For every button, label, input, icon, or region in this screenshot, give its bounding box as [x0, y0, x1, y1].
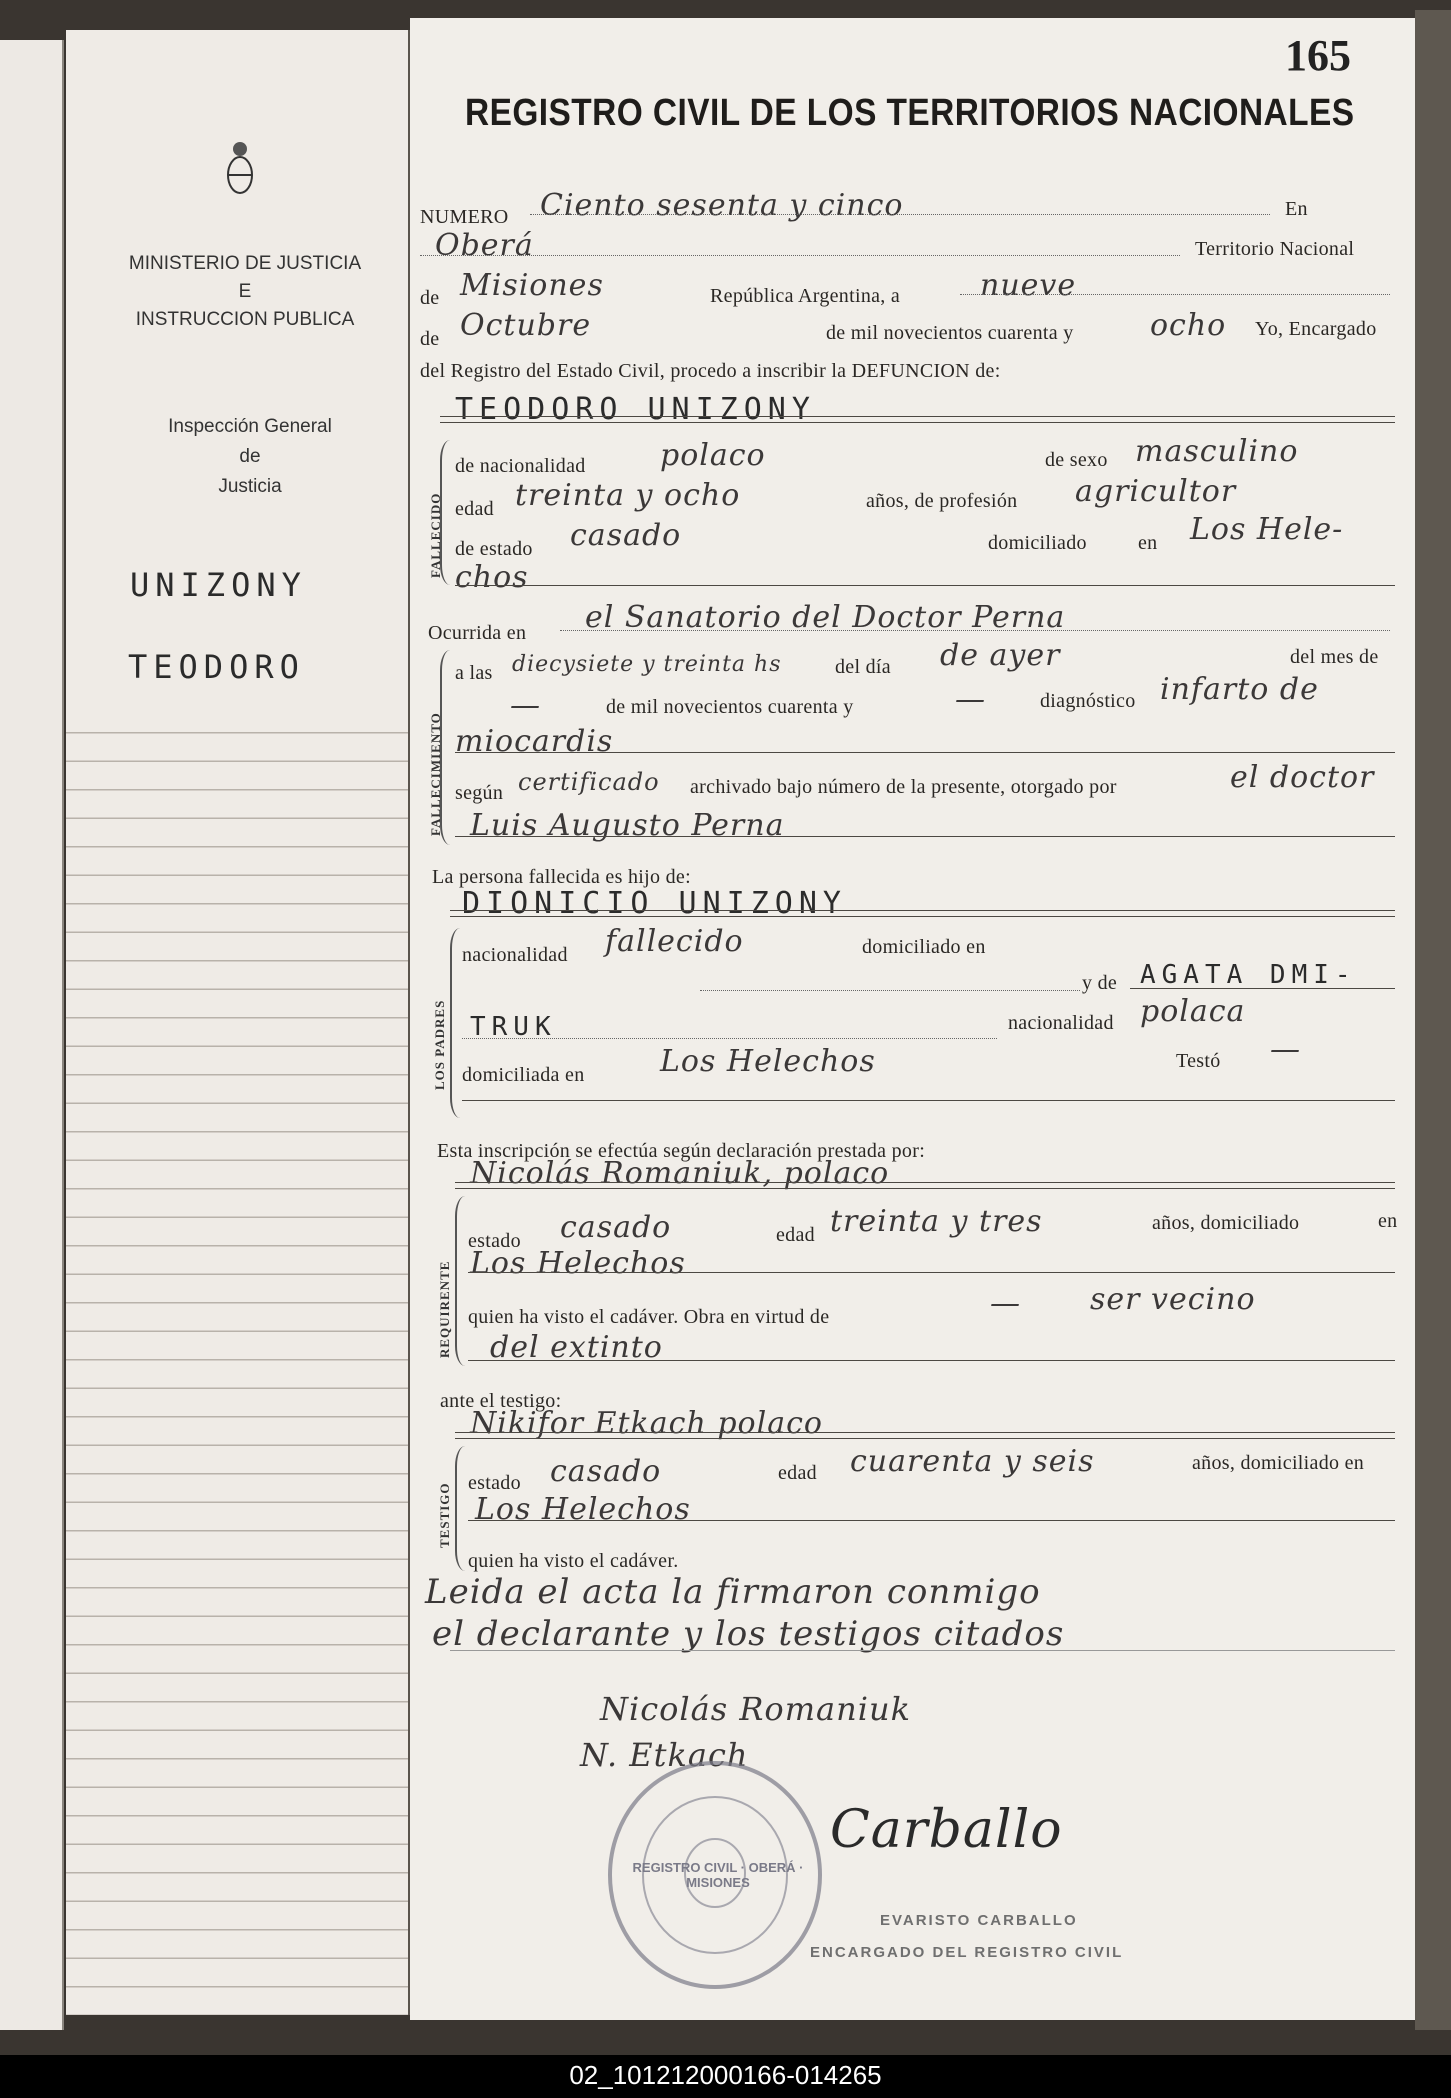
signature-testigo: N. Etkach [580, 1736, 749, 1774]
line [455, 1188, 1395, 1189]
right-page-edge [1415, 10, 1451, 2030]
label-ocurrida: Ocurrida en [428, 622, 527, 644]
hw-requirente: Nicolás Romaniuk, polaco [470, 1156, 890, 1191]
registry-title: REGISTRO CIVIL DE LOS TERRITORIOS NACIONALES [465, 92, 1355, 134]
hw-ocurrida: el Sanatorio del Doctor Perna [585, 600, 1066, 635]
label-domiciliada-en: domiciliada en [462, 1064, 585, 1086]
line [450, 910, 1395, 911]
label-nacionalidad-2: nacionalidad [462, 944, 568, 966]
hw-estado: casado [570, 518, 682, 553]
label-de: de [420, 287, 440, 309]
hw-certificado: certificado [518, 768, 660, 796]
label-nacionalidad-3: nacionalidad [1008, 1012, 1114, 1034]
label-a-las: a las [455, 662, 493, 684]
hw-diagnostico-2: miocardis [455, 724, 614, 759]
encargado-title: ENCARGADO DEL REGISTRO CIVIL [810, 1944, 1124, 1961]
label-edad-req: edad [776, 1224, 815, 1246]
hw-mes-dash: — [510, 688, 541, 723]
hw-provincia: Misiones [460, 268, 604, 303]
hw-test-estado: casado [550, 1454, 662, 1489]
side-label-padres: LOS PADRES [432, 999, 447, 1090]
coat-of-arms-icon [220, 135, 260, 205]
hw-cierre-1: Leida el acta la firmaron conmigo [425, 1572, 1041, 1612]
line [455, 585, 1395, 586]
label-segun: según [455, 782, 504, 804]
side-label-requirente: REQUIRENTE [437, 1260, 452, 1358]
line [455, 1438, 1395, 1439]
hw-mes: Octubre [460, 308, 592, 343]
label-en: En [1285, 198, 1308, 220]
hw-ano: ocho [1150, 308, 1227, 343]
line [440, 416, 1395, 417]
line [420, 255, 1180, 256]
hw-edad: treinta y ocho [515, 478, 741, 513]
hw-otorgado-1: el doctor [1230, 760, 1375, 795]
hw-req-edad: treinta y tres [830, 1204, 1043, 1239]
label-y-de: y de [1082, 972, 1118, 994]
hw-test-dom: Los Helechos [475, 1492, 691, 1527]
label-anos-dom-test: años, domiciliado en [1192, 1452, 1365, 1474]
label-archivado: archivado bajo número de la presente, otorgado por [690, 776, 1117, 798]
label-yo-encargado: Yo, Encargado [1255, 318, 1377, 340]
label-estado-test: estado [468, 1472, 521, 1494]
left-page-edge [0, 40, 64, 2030]
label-de-2: de [420, 328, 440, 350]
signature-encargado: Carballo [830, 1800, 1063, 1860]
label-quien-visto-2: quien ha visto el cadáver. [468, 1550, 679, 1572]
ministry-label: MINISTERIO DE JUSTICIA E INSTRUCCION PUBLICA [128, 253, 362, 330]
hw-domicilio-1: Los Hele- [1190, 512, 1344, 547]
label-numero: NUMERO [420, 206, 509, 228]
label-territorio: Territorio Nacional [1195, 238, 1355, 260]
line [462, 1038, 997, 1039]
line [530, 214, 1270, 215]
label-republica: República Argentina, a [710, 285, 901, 307]
label-domiciliado-en: domiciliado en [862, 936, 986, 958]
brace [450, 928, 462, 1118]
line [455, 1182, 1395, 1183]
label-en-req: en [1378, 1210, 1398, 1232]
signature-declarante: Nicolás Romaniuk [600, 1690, 911, 1728]
line [455, 1432, 1395, 1433]
image-identifier: 02_101212000166-014265 [569, 2060, 882, 2090]
label-registro: del Registro del Estado Civil, procedo a inscribir la DEFUNCION de: [420, 360, 1001, 382]
label-estado: de estado [455, 538, 533, 560]
hw-req-estado: casado [560, 1210, 672, 1245]
line [700, 990, 1080, 991]
hw-req-virtud-1: — [990, 1286, 1021, 1321]
hw-dia: nueve [980, 268, 1077, 303]
inspection-label: Inspección General de Justicia [168, 416, 332, 497]
line [455, 752, 1395, 753]
side-label-fallecimiento: FALLECIMIENTO [428, 712, 443, 836]
hw-madre-dom: Los Helechos [660, 1044, 876, 1079]
label-quien-visto: quien ha visto el cadáver. Obra en virtud de [468, 1306, 830, 1328]
label-domiciliado: domiciliado [988, 532, 1087, 554]
page-number: 165 [1285, 31, 1351, 80]
label-testo: Testó [1176, 1050, 1221, 1072]
hw-domicilio-2: chos [455, 560, 529, 595]
brace [455, 1196, 467, 1366]
hw-diagnostico-1: infarto de [1160, 672, 1319, 707]
hw-profesion: agricultor [1075, 474, 1237, 509]
encargado-name: EVARISTO CARBALLO [880, 1912, 1078, 1929]
label-de-mil-2: de mil novecientos cuarenta y [606, 696, 854, 718]
hw-ano-dash: — [955, 682, 986, 717]
line [468, 1360, 1395, 1361]
hw-padre-nac: fallecido [605, 924, 744, 959]
hw-cierre-2: el declarante y los testigos citados [432, 1614, 1065, 1654]
label-edad: edad [455, 498, 494, 520]
brace [455, 1446, 467, 1571]
label-del-mes: del mes de [1290, 646, 1379, 668]
line [960, 294, 1390, 295]
margin-given-name: TEODORO [128, 648, 305, 686]
hw-otorgado-2: Luis Augusto Perna [470, 808, 785, 843]
hw-req-dom: Los Helechos [470, 1246, 686, 1281]
stamp-text: REGISTRO CIVIL · OBERÁ · MISIONES [632, 1860, 804, 1890]
hw-lugar: Oberá [435, 228, 534, 263]
hw-padre: DIONICIO UNIZONY [462, 886, 847, 921]
hw-nombre-fallecido: TEODORO UNIZONY [455, 392, 816, 427]
line [468, 1520, 1395, 1521]
line [1130, 988, 1395, 989]
label-sexo: de sexo [1045, 449, 1108, 471]
label-edad-test: edad [778, 1462, 817, 1484]
line [560, 630, 1390, 631]
label-de-mil: de mil novecientos cuarenta y [826, 322, 1074, 344]
hw-madre-1: AGATA DMI- [1140, 960, 1357, 990]
line [455, 836, 1395, 837]
hw-madre-nac: polaca [1140, 994, 1246, 1029]
hw-numero: Ciento sesenta y cinco [540, 188, 904, 223]
label-en-lower: en [1138, 532, 1158, 554]
label-estado-req: estado [468, 1230, 521, 1252]
label-del-dia: del día [835, 656, 891, 678]
hw-sexo: masculino [1135, 434, 1299, 469]
label-anos-dom-req: años, domiciliado [1152, 1212, 1300, 1234]
hw-testigo: Nikifor Etkach polaco [470, 1406, 823, 1441]
label-nacionalidad: de nacionalidad [455, 455, 586, 477]
hw-hora: diecysiete y treinta hs [512, 652, 782, 677]
hw-testo-dash: — [1270, 1032, 1301, 1067]
line [450, 916, 1395, 917]
hw-test-edad: cuarenta y seis [850, 1444, 1095, 1479]
label-ante-testigo: ante el testigo: [440, 1390, 562, 1412]
line [450, 1650, 1395, 1651]
hw-req-virtud-1b: ser vecino [1090, 1282, 1256, 1317]
label-profesion: años, de profesión [866, 490, 1018, 512]
margin-surname: UNIZONY [130, 566, 307, 604]
line [468, 1272, 1395, 1273]
hw-dia-fall: de ayer [940, 638, 1061, 673]
label-hijo-de: La persona fallecida es hijo de: [432, 866, 691, 888]
label-diagnostico: diagnóstico [1040, 690, 1136, 712]
label-inscripcion: Esta inscripción se efectúa según declaración prestada por: [437, 1140, 926, 1162]
line [440, 422, 1395, 423]
hw-nacionalidad: polaco [660, 438, 766, 473]
side-label-testigo: TESTIGO [437, 1482, 452, 1548]
side-label-fallecido: FALLECIDO [428, 492, 443, 578]
line [462, 1100, 1395, 1101]
hw-req-virtud-2: del extinto [490, 1330, 663, 1365]
hw-madre-2: TRUK [470, 1012, 557, 1042]
